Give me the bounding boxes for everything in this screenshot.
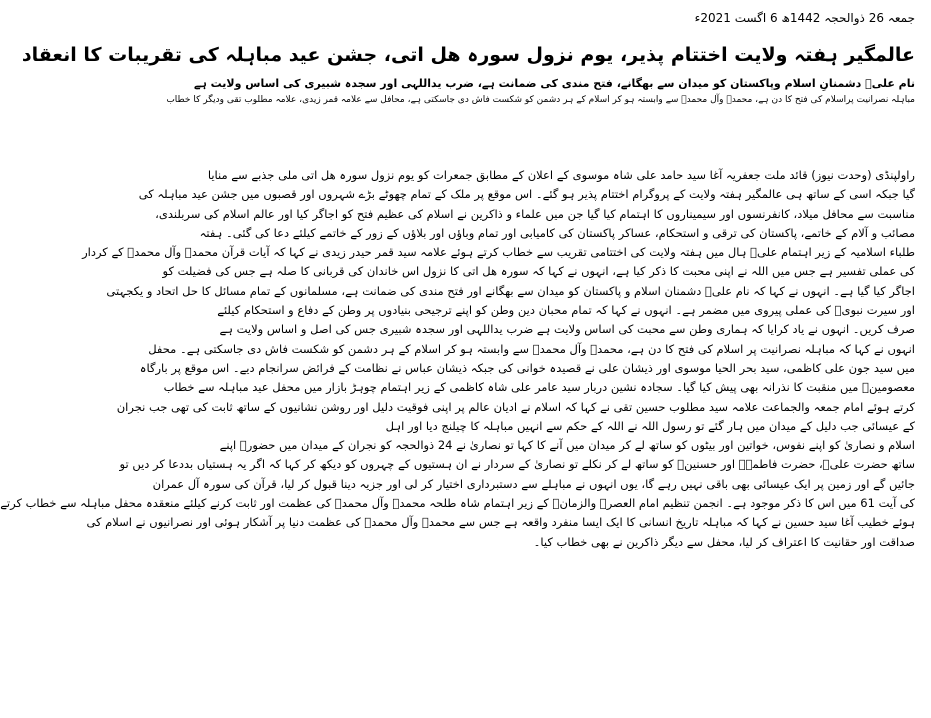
body-line: کے عیسائی جب دلیل کے میدان میں ہار گئے تو رسول اللہ نے اللہ کے حکم سے انہیں مباہلہ کا چیلنج دیا اور اہل bbox=[385, 418, 915, 433]
dateline bbox=[416, 10, 915, 28]
body-line: مناسبت سے محافل میلاد، کانفرنسوں اور سیمیناروں کا اہتمام کیا گیا جن میں علماء و ذاکرین نے اسلام کی عظیم فتح کو اجاگر کیا اور عالم اسلام کی سربلندی، bbox=[155, 206, 915, 221]
body-line: طلباء اسلامیہ کے زیر اہتمام علیؑ ہال میں ہفتہ ولایت کی اختتامی تقریب سے خطاب کرتے ہوئے علامہ سید قمر حیدر زیدی نے کہا کہ آیات قرآن محمدؐ وآل محمدؑ کے کردار bbox=[82, 245, 915, 260]
body-line: کرتے ہوئے امام جمعہ والجماعت علامہ سید مطلوب حسین تقی نے کہا کہ اسلام نے ادیان عالم پر اپنی فوقیت دلیل اور روشن نشانیوں کے ساتھ ثابت کی تھی جب نجران bbox=[116, 399, 915, 414]
dateline-text: جمعہ 26 ذوالحجہ 1442ھ 6 اگست 2021ء bbox=[694, 11, 915, 25]
article-body bbox=[0, 166, 915, 552]
subhead-1: نام علیؑ دشمنانِ اسلام وپاکستان کو میدان سے بھگانے، فتح مندی کی ضمانت ہے، ضرب یداللہی اور سجدہ شبیری کی اساس ولایت ہے bbox=[193, 77, 915, 90]
body-line: اجاگر کیا گیا ہے۔ انہوں نے کہا کہ نام علیؑ دشمنان اسلام و پاکستان کو میدان سے بھگانے اور فتح مندی کی ضمانت ہے، مسلمانوں کے تمام مسائل کا حل اتحاد و یکجہتی bbox=[106, 283, 915, 298]
body-line: جائیں گے اور زمین پر ایک عیسائی بھی باقی نہیں رہے گا، یوں انہوں نے مباہلے سے دستبرداری اختیار کر لی اور جزیہ دینا قبول کر لیا، قرآن کی سورہ آل عمران bbox=[152, 476, 915, 491]
body-line: اسلام و نصاریٰ کو اپنے نفوس، خواتین اور بیٹوں کو ساتھ لے کر میدان میں آنے کا کہا تو نصاریٰ نے 24 ذوالحجہ کو نجران کے میدان میں حضورؐ اپنے bbox=[219, 438, 915, 453]
body-line: ساتھ حضرت علیؑ، حضرت فاطمہؑ اور حسنینؑ کو ساتھ لے کر نکلے تو نصاریٰ کے سردار نے ان ہستیوں کے چہروں کو دیکھ کر کہا کہ اگر یہ ہستیاں بددعا کر دیں تو bbox=[119, 457, 915, 472]
body-line: میں سید جون علی کاظمی، سید بحر الحیا موسوی اور ذیشان علی نے قصیدہ خوانی کی جبکہ ذیشان عباس نے نظامت کے فرائض سرانجام دیے۔ اس موقع پر بارگاہ bbox=[139, 360, 915, 375]
body-line: اور سیرت نبویؐ کی عملی پیروی میں مضمر ہے۔ انہوں نے کہا کہ تمام محبان دین وطن کو اپنے ترجیحی بنیادوں پر وطن کے دفاع و استحکام کیلئے bbox=[217, 303, 915, 318]
body-line: مصائب و آلام کے خاتمے، پاکستان کی ترقی و استحکام، عساکر پاکستان کی کامیابی اور تمام وباؤں اور بلاؤں کے زور کے خاتمے کیلئے دعا کی گئی۔ ہفتہ bbox=[199, 225, 915, 240]
body-line: کی آیت 61 میں اس کا ذکر موجود ہے۔ انجمن تنظیم امام العصرؑ والزمانؑ کے زیر اہتمام شاہ طلحہ محمدؐ وآل محمدؑ کی عظمت اور ثابت کرنے کیلئے منعقدہ محفل مباہلہ سے خطاب کرتے bbox=[0, 496, 915, 511]
body-line: ہوئے خطیب آغا سید حسین نے کہا کہ مباہلہ تاریخ انسانی کا ایک ایسا منفرد واقعہ ہے جس سے محمدؐ وآل محمدؑ کی عظمت دنیا پر آشکار ہوئی اور نصرانیوں نے اسلام کی bbox=[86, 515, 915, 530]
body-line: صداقت اور حقانیت کا اعتراف کر لیا، محفل سے دیگر ذاکرین نے بھی خطاب کیا۔ bbox=[533, 534, 915, 549]
subhead-2: مباہلہ نصرانیت پراسلام کی فتح کا دن ہے، محمدؐ وآل محمدؑ سے وابستہ ہو کر اسلام کے ہر دشمن کو شکست فاش دی جاسکتی ہے، محافل سے علامہ قمر زیدی، علامہ مطلوب تقی ودیگر کا خطاب bbox=[166, 95, 915, 105]
body-line: صرف کریں۔ انہوں نے یاد کرایا کہ ہماری وطن سے محبت کی اساس ولایت ہے ضرب یداللہی اور سجدہ شبیری جس کی اصل و اساس ولایت ہے bbox=[219, 322, 915, 337]
body-line: گیا جبکہ اسی کے ساتھ ہی عالمگیر ہفتہ ولایت کے پروگرام اختتام پذیر ہو گئے۔ اس موقع پر ملک کے تمام چھوٹے بڑے شہروں اور قصبوں میں جشن عید مباہلہ کی bbox=[138, 187, 915, 202]
body-line: انہوں نے کہا کہ مباہلہ نصرانیت پر اسلام کی فتح کا دن ہے، محمدؐ وآل محمدؑ سے وابستہ ہو کر اسلام کے ہر دشمن کو شکست فاش دی جاسکتی ہے۔ محفل bbox=[148, 341, 915, 356]
body-line: راولپنڈی (وحدت نیوز) قائد ملت جعفریہ آغا سید حامد علی شاہ موسوی کے اعلان کے مطابق جمعرات کو یوم نزول سورہ ھل اتی ملی جذبے سے منایا bbox=[207, 168, 915, 182]
body-line: معصومینؑ میں منقبت کا نذرانہ بھی پیش کیا گیا۔ سجادہ نشین دربار سید عامر علی شاہ کاظمی کے زیر اہتمام چوہڑ بازار میں محفل عید مباہلہ سے خطاب bbox=[163, 380, 915, 395]
subheads bbox=[166, 76, 915, 108]
headline: عالمگیر ہفتہ ولایت اختتام پذیر، یوم نزول سورہ ھل اتی، جشن عید مباہلہ کی تقریبات کا انعقاد bbox=[21, 44, 915, 66]
body-line: کی عملی تفسیر ہے جس میں اللہ نے اپنی محبت کا ذکر کیا ہے، انہوں نے کہا کہ سورہ ھل اتی کا نزول اس خاندان کی قربانی کا صلہ ہے جس کی فضیلت کو bbox=[162, 264, 915, 279]
